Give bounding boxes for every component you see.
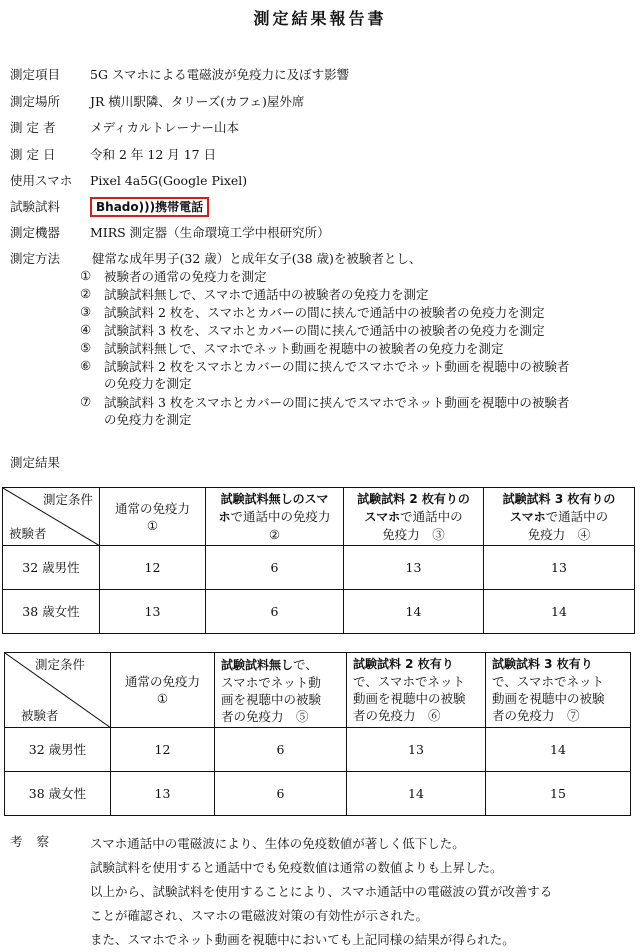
method-intro: 健常な成年男子(32 歳）と成年女子(38 歳)を被験者とし、 <box>92 251 422 266</box>
row-subject: 32 歳男性 <box>5 728 111 772</box>
item-number: ① <box>80 268 92 283</box>
table-row <box>3 590 635 634</box>
item-text: の免疫力を測定 <box>104 376 192 391</box>
field-measurement-date <box>10 146 216 164</box>
results-table-call <box>2 487 635 634</box>
item-number: ⑤ <box>80 340 92 355</box>
table-header-corner <box>5 653 111 728</box>
item-text: 試験試料 3 枚をスマホとカバーの間に挟んでスマホでネット動画を視聴中の被験者 <box>104 395 570 410</box>
row-subject: 32 歳男性 <box>3 546 100 590</box>
item-text: 被験者の通常の免疫力を測定 <box>104 269 267 284</box>
field-label: 測定方法 <box>10 251 61 266</box>
item-number: ⑦ <box>80 394 92 409</box>
header-bold: スマホ <box>364 509 401 524</box>
header-line: 動画を視聴中の被験 <box>492 691 605 706</box>
item-number: ⑥ <box>80 358 92 373</box>
item-text: 試験試料 2 枚をスマホとカバーの間に挟んでスマホでネット動画を視聴中の被験者 <box>104 359 570 374</box>
table-cell: 12 <box>100 546 206 590</box>
consideration-line: 試験試料を使用すると通話中でも免疫数値は通常の数値よりも上昇した。 <box>90 860 503 875</box>
header-line: で、スマホでネット <box>353 674 466 689</box>
subject-label: 被験者 <box>21 708 59 723</box>
header-line: 動画を視聴中の被験 <box>353 691 466 706</box>
table-row <box>5 728 631 772</box>
header-line: ① <box>146 517 159 533</box>
header-line: で、スマホでネット <box>492 674 605 689</box>
header-text: で通話中の <box>545 508 609 524</box>
header-bold: ホ <box>218 509 231 524</box>
col-header-no-sample <box>206 488 344 546</box>
consideration-line: 以上から、試験試料を使用することにより、スマホ通話中の電磁波の質が改善する <box>90 884 553 899</box>
table-cell: 13 <box>484 546 635 590</box>
consideration-label: 考察 <box>10 834 64 849</box>
col-header-no-sample <box>215 653 347 728</box>
header-text: で通話中の免疫力 <box>230 508 331 524</box>
consideration-line: ことが確認され、スマホの電磁波対策の有効性が示された。 <box>90 908 429 923</box>
table-row <box>3 546 635 590</box>
header-line: 者の免疫力 ⑦ <box>492 708 580 723</box>
col-header-2-sheets <box>344 488 484 546</box>
header-line: 画を視聴中の被験 <box>221 691 322 707</box>
field-label: 測定項目 <box>10 67 61 82</box>
test-sample-highlight: Bhado)))携帯電話 <box>90 197 209 217</box>
field-value: メディカルトレーナー山本 <box>90 120 240 135</box>
col-header-3-sheets <box>486 653 631 728</box>
field-label: 測 定 者 <box>10 120 56 135</box>
header-line: 免疫力 ④ <box>527 526 591 542</box>
header-line: 試験試料 3 枚有り <box>492 657 593 671</box>
field-value: JR 横川駅隣、タリーズ(カフェ)屋外席 <box>90 94 305 109</box>
col-header-normal <box>100 488 206 546</box>
table-cell: 15 <box>486 772 631 816</box>
header-line: 試験試料 2 枚有りの <box>357 491 470 506</box>
col-header-3-sheets <box>484 488 635 546</box>
table-cell: 13 <box>344 546 484 590</box>
table-cell: 6 <box>206 590 344 634</box>
col-header-2-sheets <box>347 653 486 728</box>
field-measurer <box>10 119 239 137</box>
table-cell: 6 <box>215 728 347 772</box>
field-label: 使用スマホ <box>10 173 73 188</box>
field-measurement-place <box>10 93 304 111</box>
header-line: 者の免疫力 ⑤ <box>221 708 309 724</box>
table-cell: 13 <box>347 728 486 772</box>
report-title: 測定結果報告書 <box>253 9 387 28</box>
field-label: 試験試料 <box>10 199 61 214</box>
results-label: 測定結果 <box>10 455 61 470</box>
consideration-line: スマホ通話中の電磁波により、生体の免疫数値が著しく低下した。 <box>90 836 465 851</box>
item-number: ② <box>80 286 92 301</box>
item-number: ④ <box>80 322 92 337</box>
field-value: Pixel 4a5G(Google Pixel) <box>90 173 248 188</box>
table-cell: 14 <box>486 728 631 772</box>
table-cell: 6 <box>206 546 344 590</box>
subject-label: 被験者 <box>9 526 47 541</box>
header-line: スマホでネット動 <box>221 674 321 690</box>
item-text: 試験試料無しで、スマホでネット動画を視聴中の被験者の免疫力を測定 <box>104 341 504 356</box>
table-cell: 14 <box>484 590 635 634</box>
field-label: 測定機器 <box>10 225 61 240</box>
field-value: MIRS 測定器（生命環境工学中根研究所） <box>90 225 330 240</box>
field-measurement-item <box>10 66 349 84</box>
row-subject: 38 歳女性 <box>3 590 100 634</box>
table-cell: 13 <box>111 772 215 816</box>
item-text: 試験試料無しで、スマホで通話中の被験者の免疫力を測定 <box>104 287 429 302</box>
table-cell: 12 <box>111 728 215 772</box>
header-line: ① <box>156 691 169 706</box>
consideration-text <box>90 832 635 952</box>
cond-label: 測定条件 <box>42 492 93 507</box>
header-bold: 試験試料無し <box>221 657 294 672</box>
field-instrument <box>10 224 330 242</box>
header-text: で通話中の <box>400 508 463 524</box>
header-text: で、 <box>293 656 318 672</box>
field-value: 令和 2 年 12 月 17 日 <box>90 147 217 162</box>
header-line: 試験試料 3 枚有りの <box>502 491 616 506</box>
header-line: 試験試料 2 枚有り <box>353 657 454 671</box>
table-row <box>5 772 631 816</box>
header-line: 免疫力 ③ <box>382 526 445 542</box>
field-test-sample <box>10 197 209 215</box>
table-cell: 14 <box>347 772 486 816</box>
table-header-corner <box>3 488 100 546</box>
col-header-normal <box>111 653 215 728</box>
field-value: 5G スマホによる電磁波が免疫力に及ぼす影響 <box>90 67 350 82</box>
consideration-line: また、スマホでネット動画を視聴中においても上記同様の結果が得られた。 <box>90 932 515 947</box>
header-line: 通常の免疫力 <box>124 674 200 689</box>
method-label <box>10 250 90 268</box>
header-line: 者の免疫力 ⑥ <box>353 708 441 723</box>
results-table-video <box>4 652 631 816</box>
item-text: 試験試料 3 枚を、スマホとカバーの間に挟んで通話中の被験者の免疫力を測定 <box>104 323 545 338</box>
header-line: 試験試料無しのスマ <box>220 491 329 506</box>
header-bold: スマホ <box>509 509 546 524</box>
field-label: 測定場所 <box>10 94 61 109</box>
header-line: 通常の免疫力 <box>114 500 190 516</box>
row-subject: 38 歳女性 <box>5 772 111 816</box>
field-label: 測 定 日 <box>10 147 56 162</box>
field-smartphone <box>10 172 247 190</box>
item-text: の免疫力を測定 <box>104 412 192 427</box>
item-number: ③ <box>80 304 92 319</box>
table-cell: 13 <box>100 590 206 634</box>
header-line: ② <box>268 526 281 542</box>
table-cell: 6 <box>215 772 347 816</box>
table-cell: 14 <box>344 590 484 634</box>
cond-label: 測定条件 <box>35 657 86 672</box>
item-text: 試験試料 2 枚を、スマホとカバーの間に挟んで通話中の被験者の免疫力を測定 <box>104 305 545 320</box>
